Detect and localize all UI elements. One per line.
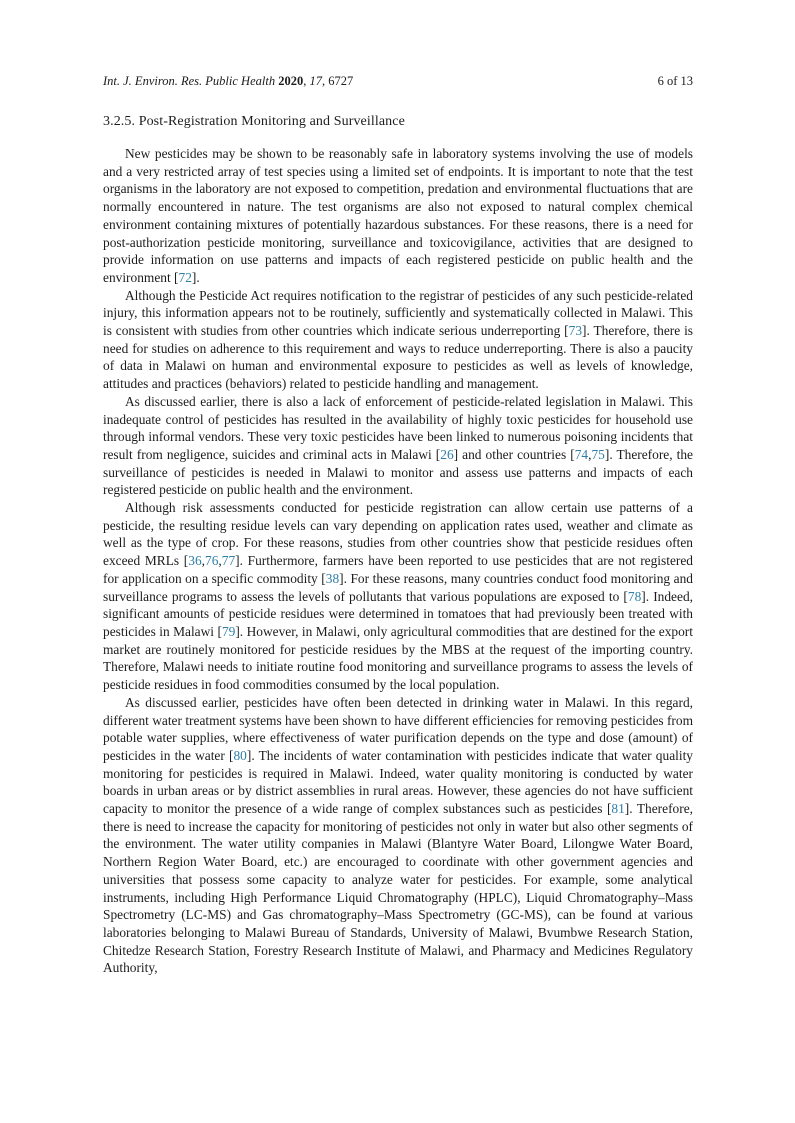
body-paragraphs	[103, 145, 693, 977]
section-heading: 3.2.5. Post-Registration Monitoring and Surveillance	[103, 114, 405, 129]
running-head-segment: 17	[309, 74, 322, 88]
citation-link[interactable]: 73	[568, 323, 583, 339]
page-number: 6 of 13	[657, 74, 693, 88]
citation-link[interactable]: 26	[440, 446, 454, 462]
citation-link[interactable]: 38	[325, 570, 340, 586]
page-content	[103, 114, 693, 977]
running-head-segment: ,	[303, 74, 310, 88]
paragraph: New pesticides may be shown to be reasonably safe in laboratory systems involving the use of models and a very restricted array of test species using a limited set of endpoints. It is important to note that the test organisms in the laboratory are not exposed to competition, predation and environmental fluctuations that are normally encountered in nature. The test organisms are also not exposed to natural complex chemical environment containing mixtures of potentially hazardous substances. For these reasons, there is a need for post-authorization pesticide monitoring, surveillance and toxicovigilance, activities that are designed to provide information on use patterns and impacts of each registered pesticide on public health and the environment [72].	[103, 146, 693, 285]
citation-link[interactable]: 79	[221, 623, 236, 639]
citation-link[interactable]: 77	[221, 553, 236, 569]
paragraph: Although the Pesticide Act requires notification to the registrar of pesticides of any such pesticide-related injury, this information appears not to be routinely, sufficiently and systematically collected in Malawi. This is consistent with studies from other countries which indicate serious underreporting [73]. Therefore, there is need for studies on adherence to this requirement and ways to reduce underreporting. There is also a paucity of data in Malawi on human and environmental exposure to pesticides as well as levels of knowledge, attitudes and practices (behaviors) related to pesticide handling and management.	[103, 287, 693, 392]
citation-link[interactable]: 76	[205, 553, 219, 569]
paragraph: As discussed earlier, there is also a lack of enforcement of pesticide-related legislation in Malawi. This inadequate control of pesticides has resulted in the availability of highly toxic pesticides for household use through informal vendors. These very toxic pesticides have been linked to numerous poisoning incidents that result from negligence, suicides and criminal acts in Malawi [26] and other countries [74,75]. Therefore, the surveillance of pesticides is needed in Malawi to monitor and assess use patterns and impacts of each registered pesticide on public health and the environment.	[103, 393, 693, 498]
citation-link[interactable]: 81	[611, 801, 625, 817]
citation-link[interactable]: 75	[591, 446, 605, 462]
paragraph: As discussed earlier, pesticides have often been detected in drinking water in Malawi. In this regard, different water treatment systems have been shown to have different efficiencies for removing pesticides from potable water supplies, where effectiveness of water purification depends on the type and dose (amount) of pesticides in the water [80]. The incidents of water contamination with pesticides indicate that water quality monitoring for pesticides is required in Malawi. Indeed, water quality monitoring is conducted by water boards in urban areas or by district assemblies in rural areas. However, these agencies do not have sufficient capacity to monitor the presence of a wide range of complex substances such as pesticides [81]. Therefore, there is need to increase the capacity for monitoring of pesticides not only in water but also other segments of the environment. The water utility companies in Malawi (Blantyre Water Board, Lilongwe Water Board, Northern Region Water Board, etc.) are encouraged to coordinate with other government agencies and universities that possess some capacity to analyze water for pesticides. For example, some analytical instruments, including High Performance Liquid Chromatography (HPLC), Liquid Chromatography–Mass Spectrometry (LC-MS) and Gas chromatography–Mass Spectrometry (GC-MS), can be found at various laboratories belonging to Malawi Bureau of Standards, University of Malawi, Bvumbwe Research Station, Chitedze Research Station, Forestry Research Institute of Malawi, and Pharmacy and Medicines Regulatory Authority,	[103, 694, 693, 976]
page-header	[103, 74, 693, 89]
running-head-segment: , 6727	[321, 74, 354, 88]
running-head-segment: Int. J. Environ. Res. Public Health	[103, 74, 279, 88]
running-head-segment: 2020	[278, 74, 304, 88]
running-head-journal-citation	[103, 74, 353, 89]
citation-link[interactable]: 72	[178, 269, 192, 285]
citation-link[interactable]: 74	[574, 446, 589, 462]
citation-link[interactable]: 80	[233, 747, 247, 763]
citation-link[interactable]: 36	[188, 553, 202, 569]
paragraph: Although risk assessments conducted for pesticide registration can allow certain use patterns of a pesticide, the resulting residue levels can vary depending on application rates used, weather and climate as well as the type of crop. For these reasons, studies from other countries show that pesticide residues often exceed MRLs [36,76,77]. Furthermore, farmers have been reported to use pesticides that are not registered for application on a specific commodity [38]. For these reasons, many countries conduct food monitoring and surveillance programs to assess the levels of pollutants that various populations are exposed to [78]. Indeed, significant amounts of pesticide residues were determined in tomatoes that had previously been treated with pesticides in Malawi [79]. However, in Malawi, only agricultural commodities that are destined for the export market are routinely monitored for pesticide residues by the MBS at the request of the importing country. Therefore, Malawi needs to initiate routine food monitoring and surveillance programs to assess the levels of pesticide residues in food commodities consumed by the local population.	[103, 500, 693, 693]
citation-link[interactable]: 78	[627, 588, 642, 604]
